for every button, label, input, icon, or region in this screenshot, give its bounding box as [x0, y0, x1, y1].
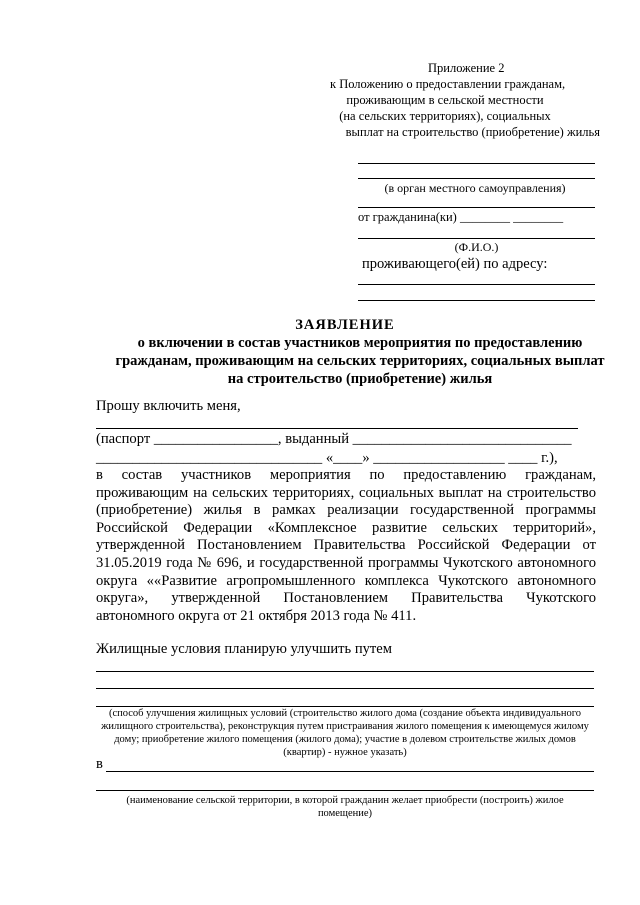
from-citizen-label: от гражданина(ки) ________ ________	[358, 210, 564, 224]
appendix-line-2: проживающим в сельской местности	[346, 93, 544, 107]
appendix-line-4: выплат на строительство (приобретение) жилья	[345, 125, 600, 139]
method-line-2[interactable]	[96, 688, 594, 689]
fio-line[interactable]	[358, 238, 595, 239]
title-line-1: о включении в состав участников мероприятия по предоставлению	[137, 335, 583, 351]
request-text: Прошу включить меня,	[96, 398, 241, 414]
residing-label: проживающего(ей) по адресу:	[362, 256, 548, 272]
method-caption: (способ улучшения жилищных условий (строительство жилого дома (создание объекта индивидуального жилищного строительства), реконструкция путем пристраивания жилого помещения к имеющемуся жилому дому; приобретение жилого помещения (жилого дома); участие в долевом строительстве жилых домов (квартир) - нужное указать)	[101, 708, 589, 758]
organ-caption: (в орган местного самоуправления)	[384, 181, 566, 195]
address-line-2[interactable]	[358, 300, 595, 301]
passport-line[interactable]: (паспорт _________________, выданный ______________________________	[96, 431, 572, 447]
issue-date-line[interactable]: _______________________________ «____» __________________ ____ г.),	[96, 450, 558, 466]
organ-line[interactable]	[358, 163, 595, 164]
title-line-2: гражданам, проживающим на сельских территориях, социальных выплат	[115, 353, 605, 369]
main-paragraph: в состав участников мероприятия по предоставлению гражданам, проживающим на сельских территориях, социальных выплат на строительство (приобретение) жилья в рамках реализации государственной программы Российской Федерации «Комплексное развитие сельских территорий», утвержденной Постановлением Правительства Российской Федерации от 31.05.2019 года № 696, и государственной программы Чукотского автономного округа ««Развитие агропромышленного комплекса Чукотского автономного округа», утвержденной Постановлением Правительства Чукотского автономного округа от 21 октября 2013 года № 411.	[96, 467, 596, 624]
organ-line-2[interactable]	[358, 178, 595, 179]
appendix-line-3: (на сельских территориях), социальных	[339, 109, 551, 123]
appendix-number: Приложение 2	[428, 61, 505, 75]
territory-line-2[interactable]	[96, 790, 594, 791]
title-line-3: на строительство (приобретение) жилья	[227, 371, 493, 387]
appendix-line-1: к Положению о предоставлении гражданам,	[330, 77, 566, 91]
name-line[interactable]	[96, 428, 578, 429]
fio-caption: (Ф.И.О.)	[454, 240, 499, 254]
organ-line-3[interactable]	[358, 207, 595, 208]
appendix-header	[330, 60, 600, 140]
address-line-1[interactable]	[358, 284, 595, 285]
method-line-1[interactable]	[96, 671, 594, 672]
territory-prefix: в	[96, 756, 103, 772]
document-title: ЗАЯВЛЕНИЕ	[295, 317, 395, 333]
territory-caption: (наименование сельской территории, в которой гражданин желает приобрести (построить) жилое помещение)	[126, 795, 564, 819]
territory-line-1[interactable]	[106, 771, 594, 772]
improve-label: Жилищные условия планирую улучшить путем	[96, 641, 393, 657]
